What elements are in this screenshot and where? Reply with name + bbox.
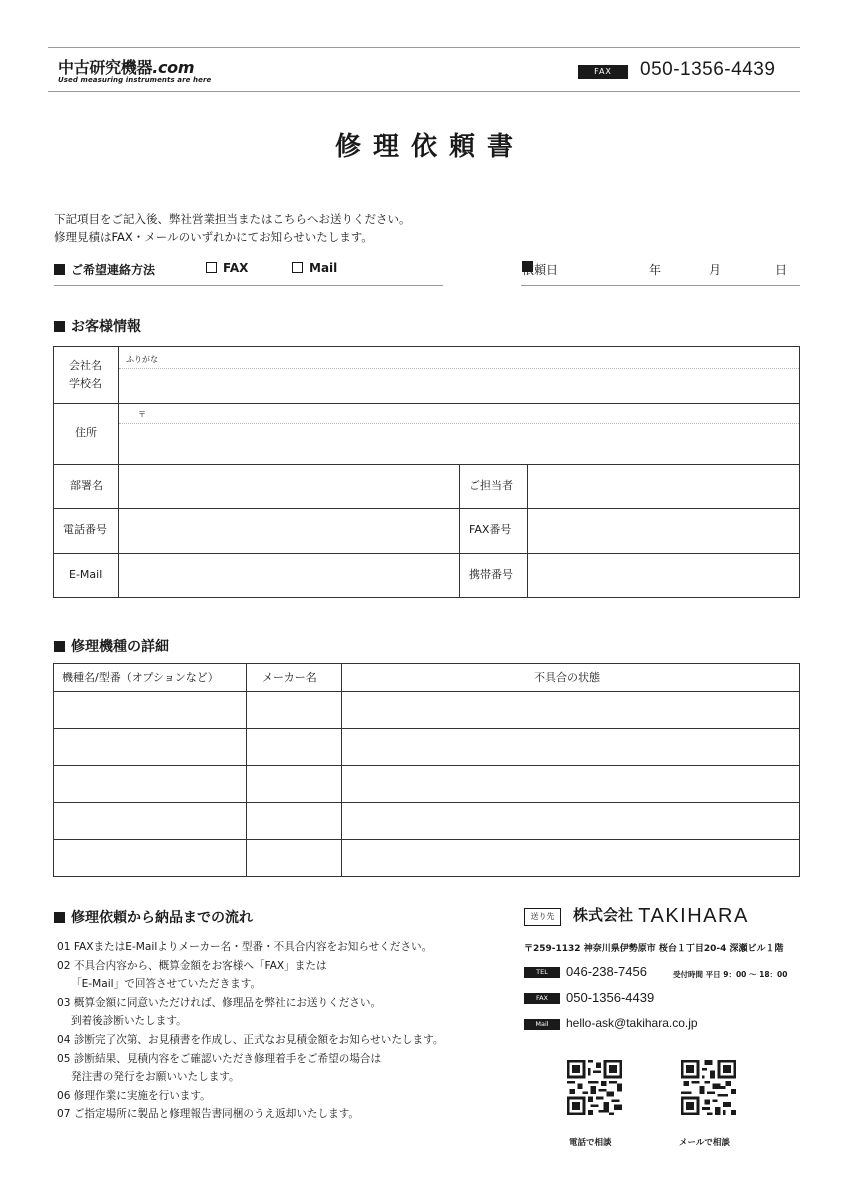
person-field[interactable]	[528, 465, 799, 508]
contact-option-mail[interactable]	[292, 261, 337, 275]
header-bottom-rule	[48, 91, 800, 92]
header-fax-number: 050-1356-4439	[640, 59, 776, 80]
contact-option-mail-label: Mail	[309, 261, 338, 275]
flow-step: 07 ご指定場所に製品と修理報告書同梱のうえ返却いたします。	[57, 1108, 360, 1121]
site-tagline: Used measuring instruments are here	[58, 76, 212, 84]
company-address: 〒259-1132 神奈川県伊勢原市 桜台１丁目20-4 深瀬ビル１階	[524, 944, 784, 954]
flow-step-cont: 発注書の発行をお願いいたします。	[71, 1071, 240, 1084]
postal-mark: 〒	[138, 410, 146, 419]
department-label: 部署名	[70, 479, 103, 492]
intro-text	[54, 210, 411, 246]
square-bullet-icon	[54, 321, 65, 332]
equipment-row[interactable]	[54, 729, 799, 765]
flow-step: 03 概算金額に同意いただければ、修理品を弊社にお送りください。	[57, 996, 382, 1009]
furigana-label: ふりがな	[126, 355, 158, 364]
phone-field[interactable]	[119, 509, 459, 553]
equipment-row[interactable]	[54, 840, 799, 876]
fax-tag: FAX	[524, 993, 560, 1004]
company-label: 会社名 学校名	[69, 359, 102, 390]
mobile-label: 携帯番号	[469, 568, 513, 581]
tel-tag: TEL	[524, 967, 560, 978]
contact-method-label: ご希望連絡方法	[71, 263, 156, 277]
site-logo: 中古研究機器.com	[58, 58, 195, 77]
person-label: ご担当者	[469, 479, 513, 492]
mobile-field[interactable]	[528, 554, 799, 598]
intro-line-2: 修理見積はFAX・メールのいずれかにてお知らせいたします。	[54, 230, 373, 244]
year-unit: 年	[649, 263, 662, 277]
intro-line-1: 下記項目をご記入後、弊社営業担当またはこちらへお送りください。	[54, 212, 411, 226]
fax-number-field[interactable]	[528, 509, 799, 553]
address-field[interactable]	[119, 404, 799, 464]
checkbox-mail[interactable]	[292, 262, 303, 273]
equipment-row[interactable]	[54, 766, 799, 802]
company-mail[interactable]: hello-ask@takihara.co.jp	[566, 1016, 698, 1030]
flow-step: 01 FAXまたはE-Mailよりメーカー名・型番・不具合内容をお知らせください。	[57, 941, 433, 953]
company-name-field[interactable]	[119, 369, 799, 403]
email-label: E-Mail	[69, 568, 103, 581]
mail-qr-code-icon[interactable]	[681, 1060, 736, 1115]
day-unit: 日	[775, 263, 788, 277]
header-fax-tag: FAX	[578, 65, 628, 79]
send-to-tag: 送り先	[524, 908, 561, 926]
contact-option-fax[interactable]	[206, 261, 248, 275]
flow-step: 05 診断結果、見積内容をご確認いただき修理着手をご希望の場合は	[57, 1052, 382, 1065]
checkbox-fax[interactable]	[206, 262, 217, 273]
phone-qr-code-icon[interactable]	[567, 1060, 622, 1115]
email-field[interactable]	[119, 554, 459, 598]
col-condition: 不具合の状態	[534, 671, 600, 684]
flow-steps	[57, 938, 443, 1124]
company-fax: 050-1356-4439	[566, 990, 655, 1005]
department-field[interactable]	[119, 465, 459, 508]
contact-option-fax-label: FAX	[223, 261, 249, 275]
month-unit: 月	[709, 263, 722, 277]
square-bullet-icon	[54, 912, 65, 923]
phone-qr-caption: 電話で相談	[569, 1138, 612, 1148]
flow-step-cont: 到着後診断いたします。	[71, 1015, 187, 1028]
company-name: 株式会社 TAKIHARA	[573, 905, 749, 927]
fax-number-label: FAX番号	[469, 523, 512, 536]
customer-section-title: お客様情報	[54, 316, 141, 336]
business-hours: 受付時間 平日 9：00 〜 18：00	[673, 970, 788, 979]
company-tel[interactable]: 046-238-7456	[566, 964, 647, 979]
mail-qr-caption: メールで相談	[679, 1138, 730, 1148]
header-top-rule	[48, 47, 800, 48]
phone-label: 電話番号	[63, 523, 107, 536]
flow-section-title: 修理依頼から納品までの流れ	[54, 907, 253, 927]
square-bullet-icon	[54, 264, 65, 275]
page-title: 修理依頼書	[334, 132, 525, 162]
address-label: 住所	[75, 426, 97, 439]
contact-method-underline	[54, 285, 443, 286]
request-date-label: 依頼日	[522, 263, 559, 277]
flow-step: 06 修理作業に実施を行います。	[57, 1089, 211, 1102]
square-bullet-icon	[54, 641, 65, 652]
mail-tag: Mail	[524, 1019, 560, 1030]
flow-step: 02 不具合内容から、概算金額をお客様へ「FAX」または	[57, 959, 327, 972]
col-maker: メーカー名	[262, 671, 317, 684]
equipment-row[interactable]	[54, 803, 799, 839]
equipment-row[interactable]	[54, 692, 799, 728]
equipment-section-title: 修理機種の詳細	[54, 636, 169, 656]
col-model: 機種名/型番（オプションなど）	[62, 671, 219, 684]
request-date-underline	[521, 285, 800, 286]
flow-step: 04 診断完了次第、お見積書を作成し、正式なお見積金額をお知らせいたします。	[57, 1033, 444, 1046]
flow-step-cont: 「E-Mail」で回答させていただきます。	[71, 978, 262, 991]
